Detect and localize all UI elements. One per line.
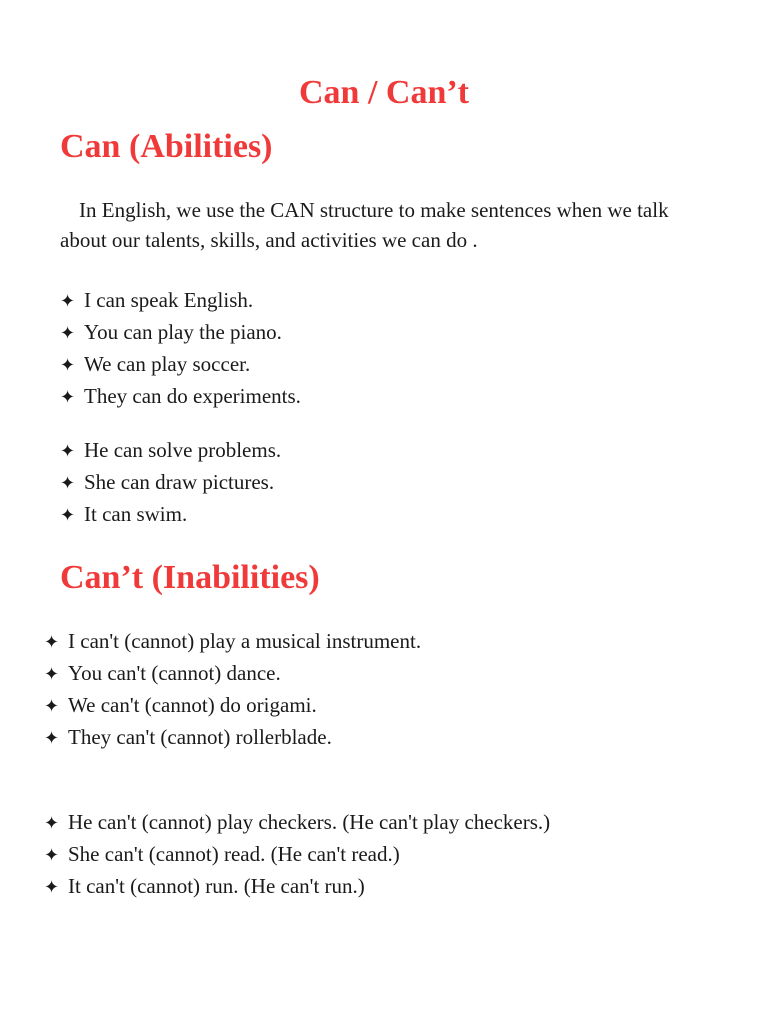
list-item — [60, 381, 301, 413]
list-item-text: She can draw pictures. — [84, 470, 275, 494]
list-item — [44, 839, 550, 871]
list-item-text: I can't (cannot) play a musical instrument. — [68, 629, 422, 653]
list-item — [44, 807, 550, 839]
list-item-text: You can play the piano. — [84, 320, 282, 344]
list-item — [60, 317, 301, 349]
cant-examples-list-2 — [44, 807, 550, 903]
star-bullet-icon: ✦ — [60, 355, 76, 376]
star-bullet-icon: ✦ — [60, 473, 76, 494]
list-item-text: He can solve problems. — [84, 438, 282, 462]
list-item — [44, 722, 421, 754]
star-bullet-icon: ✦ — [44, 696, 60, 717]
list-item-text: We can play soccer. — [84, 352, 251, 376]
list-item — [44, 658, 421, 690]
list-item — [44, 626, 421, 658]
star-bullet-icon: ✦ — [44, 813, 60, 834]
star-bullet-icon: ✦ — [44, 728, 60, 749]
list-item-text: They can do experiments. — [84, 384, 301, 408]
star-bullet-icon: ✦ — [44, 632, 60, 653]
list-item-text: It can't (cannot) run. (He can't run.) — [68, 874, 365, 898]
can-section-heading: Can (Abilities) — [60, 128, 273, 165]
list-item — [44, 871, 550, 903]
page-title: Can / Can’t — [298, 74, 470, 111]
list-item-text: We can't (cannot) do origami. — [68, 693, 317, 717]
star-bullet-icon: ✦ — [60, 441, 76, 462]
list-item-text: He can't (cannot) play checkers. (He can't play checkers.) — [68, 810, 551, 834]
list-item — [60, 435, 281, 467]
list-item-text: She can't (cannot) read. (He can't read.) — [68, 842, 400, 866]
can-examples-list-2 — [60, 435, 281, 531]
list-item-text: You can't (cannot) dance. — [68, 661, 281, 685]
star-bullet-icon: ✦ — [60, 323, 76, 344]
star-bullet-icon: ✦ — [60, 387, 76, 408]
star-bullet-icon: ✦ — [44, 877, 60, 898]
list-item — [60, 499, 281, 531]
list-item — [44, 690, 421, 722]
star-bullet-icon: ✦ — [44, 664, 60, 685]
list-item — [60, 285, 301, 317]
can-intro-paragraph — [60, 195, 710, 255]
star-bullet-icon: ✦ — [44, 845, 60, 866]
star-bullet-icon: ✦ — [60, 505, 76, 526]
can-intro-text: In English, we use the CAN structure to make sentences when we talk about our talents, skills, and activities we can do . — [60, 198, 669, 252]
list-item-text: It can swim. — [84, 502, 188, 526]
list-item — [60, 467, 281, 499]
star-bullet-icon: ✦ — [60, 291, 76, 312]
can-examples-list-1 — [60, 285, 301, 413]
cant-examples-list-1 — [44, 626, 421, 754]
list-item — [60, 349, 301, 381]
list-item-text: I can speak English. — [84, 288, 254, 312]
cant-section-heading: Can’t (Inabilities) — [60, 559, 320, 596]
list-item-text: They can't (cannot) rollerblade. — [68, 725, 332, 749]
